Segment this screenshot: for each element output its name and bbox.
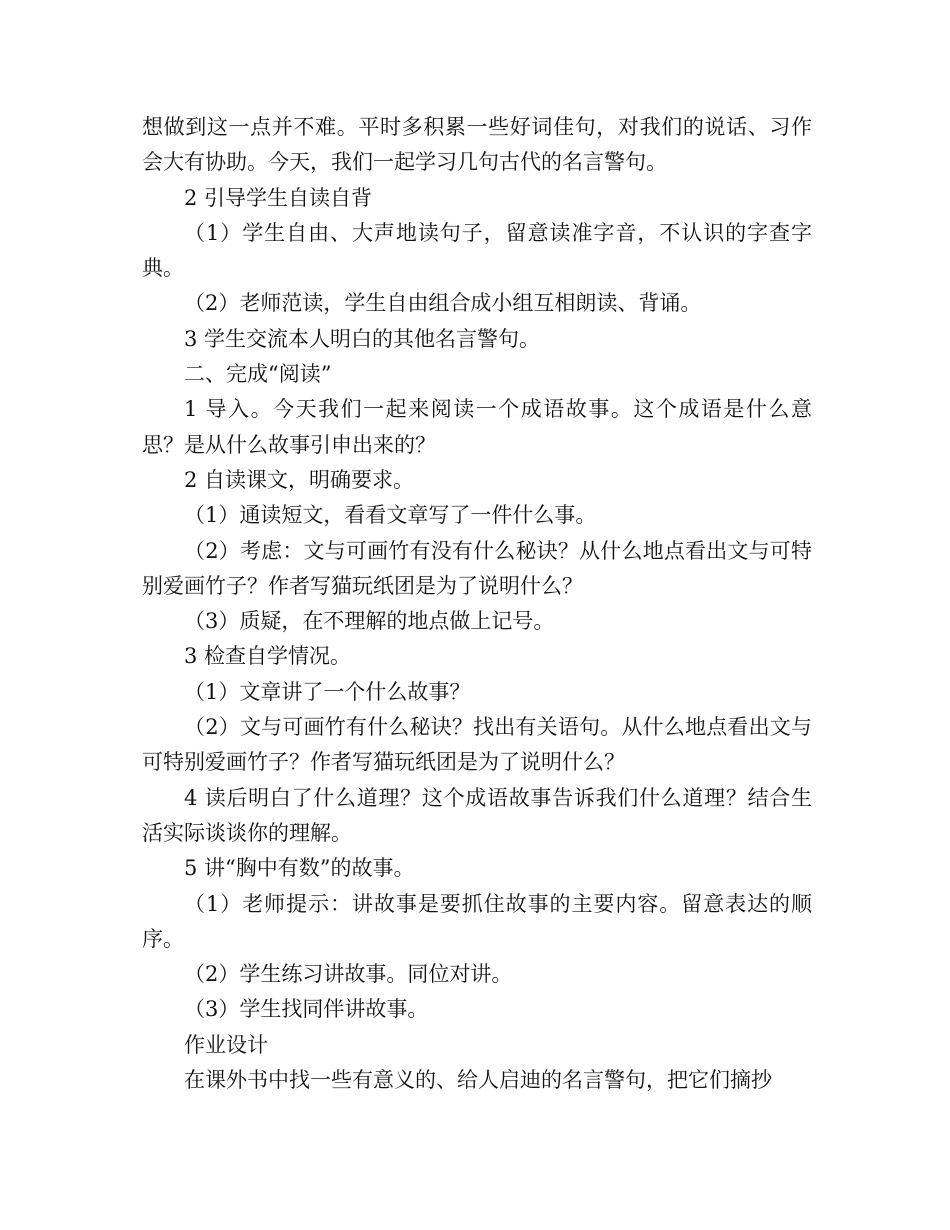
paragraph: （1）文章讲了一个什么故事？	[184, 679, 471, 704]
paragraph: 1 导入。今天我们一起来阅读一个成语故事。这个成语是什么意思？是从什么故事引申出来的？	[142, 397, 812, 457]
paragraph: （2）老师范读，学生自由组合成小组互相朗读、背诵。	[184, 291, 702, 316]
paragraph: 3 学生交流本人明白的其他名言警句。	[184, 326, 541, 351]
paragraph: （3）学生找同伴讲故事。	[184, 997, 429, 1022]
paragraph: 4 读后明白了什么道理？这个成语故事告诉我们什么道理？结合生活实际谈谈你的理解。	[142, 785, 812, 845]
paragraph: （1）老师提示：讲故事是要抓住故事的主要内容。留意表达的顺序。	[142, 891, 812, 951]
paragraph: （2）文与可画竹有什么秘诀？找出有关语句。从什么地点看出文与可特别爱画竹子？作者写猫玩纸团是为了说明什么？	[142, 715, 812, 775]
paragraph: 2 引导学生自读自背	[184, 185, 373, 210]
paragraph: （2）学生练习讲故事。同位对讲。	[184, 962, 513, 987]
paragraph: 在课外书中找一些有意义的、给人启迪的名言警句，把它们摘抄	[184, 1068, 772, 1093]
paragraph: 5 讲“胸中有数”的故事。	[184, 856, 415, 881]
paragraph: （1）通读短文，看看文章写了一件什么事。	[184, 503, 597, 528]
section-heading: 作业设计	[184, 1032, 268, 1057]
paragraph: 2 自读课文，明确要求。	[184, 467, 415, 492]
paragraph: （2）考虑：文与可画竹有没有什么秘诀？从什么地点看出文与可特别爱画竹子？作者写猫玩纸团是为了说明什么？	[142, 538, 812, 598]
paragraph: 想做到这一点并不难。平时多积累一些好词佳句，对我们的说话、习作会大有协助。今天，我们一起学习几句古代的名言警句。	[142, 115, 812, 175]
document-body	[142, 110, 812, 1098]
paragraph: 二、完成“阅读”	[184, 362, 332, 387]
paragraph: 3 检查自学情况。	[184, 644, 352, 669]
paragraph: （1）学生自由、大声地读句子，留意读准字音，不认识的字查字典。	[142, 220, 812, 281]
paragraph: （3）质疑，在不理解的地点做上记号。	[184, 609, 555, 634]
